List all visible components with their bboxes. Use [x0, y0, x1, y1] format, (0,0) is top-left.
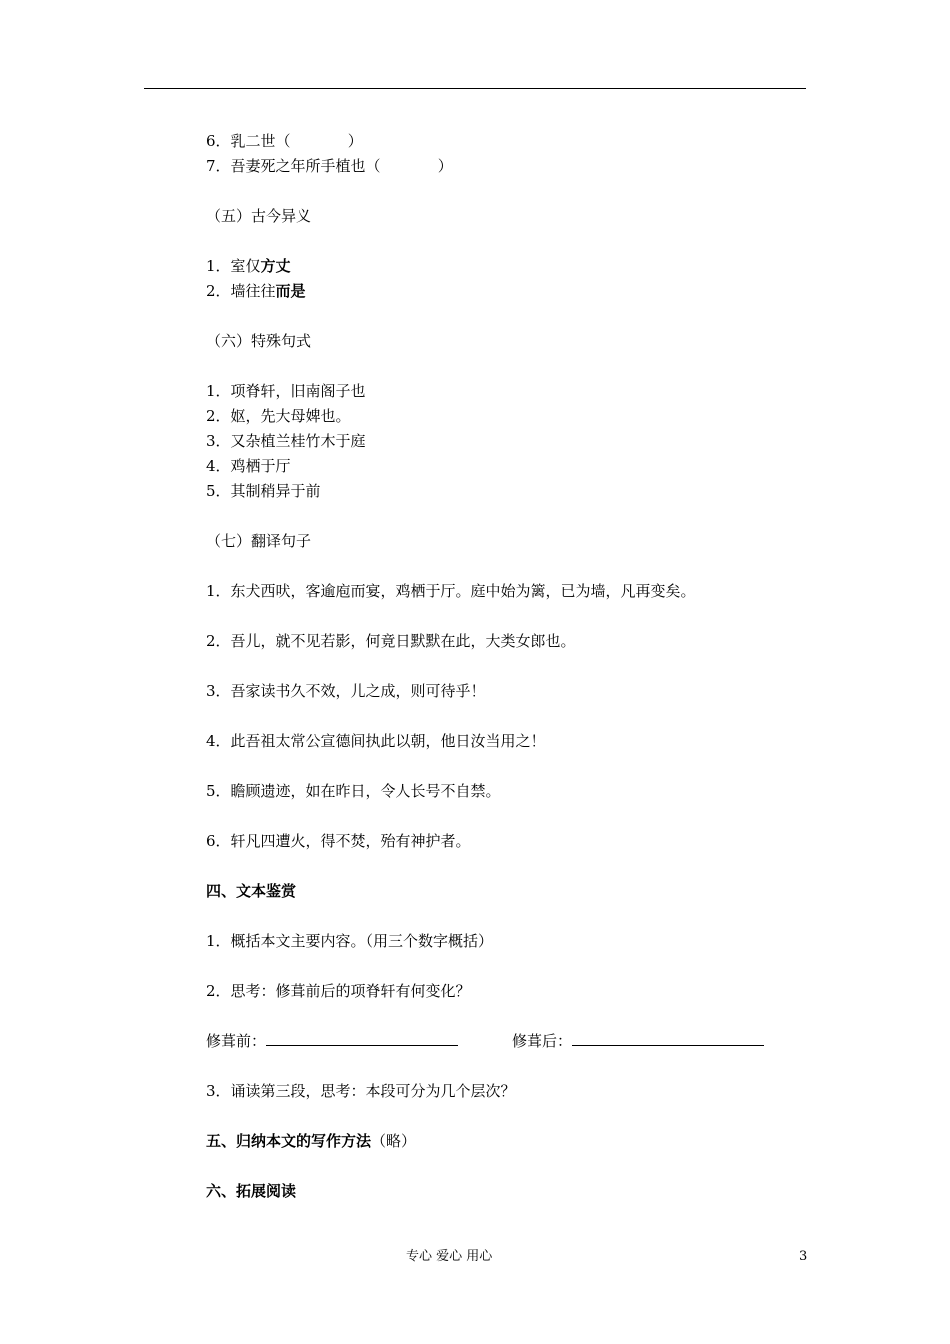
section-title-5: （五）古今异义: [206, 207, 312, 225]
archaic-meaning-item-2: [206, 281, 306, 301]
exercise-item-7: 7．吾妻死之年所手植也（ ）: [206, 157, 453, 175]
section-title-6: （六）特殊句式: [206, 332, 312, 350]
after-answer-blank[interactable]: [572, 1031, 764, 1046]
sentence-pattern-item-3: 3．又杂植兰桂竹木于庭: [206, 432, 366, 450]
after-field: [512, 1031, 764, 1051]
heading-note: （略）: [371, 1132, 417, 1150]
archaic-meaning-item-1: [206, 256, 291, 276]
heading-writing-method: [206, 1131, 416, 1151]
item-text: 2．墙往往: [206, 282, 276, 300]
question-2: 2．思考：修葺前后的项脊轩有何变化？: [206, 982, 471, 1000]
page-number: 3: [799, 1249, 808, 1264]
heading-text-appreciation: 四、文本鉴赏: [206, 882, 297, 900]
sentence-pattern-item-1: 1．项脊轩，旧南阁子也: [206, 382, 366, 400]
heading-text: 五、归纳本文的写作方法: [206, 1132, 372, 1150]
after-label: 修葺后：: [512, 1032, 573, 1050]
before-label: 修葺前：: [206, 1032, 267, 1050]
header-rule: [144, 88, 806, 89]
item-keyword: 方丈: [260, 257, 291, 275]
translation-item-4: 4．此吾祖太常公宣德间执此以朝，他日汝当用之！: [206, 732, 546, 750]
translation-item-3: 3．吾家读书久不效，儿之成，则可待乎！: [206, 682, 486, 700]
question-3: 3．诵读第三段，思考：本段可分为几个层次？: [206, 1082, 516, 1100]
sentence-pattern-item-5: 5．其制稍异于前: [206, 482, 321, 500]
translation-item-1: 1．东犬西吠，客逾庖而宴，鸡栖于厅。庭中始为篱，已为墙，凡再变矣。: [206, 582, 696, 600]
before-answer-blank[interactable]: [266, 1031, 458, 1046]
sentence-pattern-item-2: 2．妪，先大母婢也。: [206, 407, 351, 425]
translation-item-5: 5．瞻顾遗迹，如在昨日，令人长号不自禁。: [206, 782, 501, 800]
exercise-item-6: 6．乳二世（ ）: [206, 132, 363, 150]
item-text: 1．室仅: [206, 257, 261, 275]
item-keyword: 而是: [275, 282, 306, 300]
before-field: [206, 1031, 458, 1051]
translation-item-2: 2．吾儿，就不见若影，何竟日默默在此，大类女郎也。: [206, 632, 576, 650]
question-1: 1．概括本文主要内容。（用三个数字概括）: [206, 932, 494, 950]
sentence-pattern-item-4: 4．鸡栖于厅: [206, 457, 291, 475]
heading-extended-reading: 六、拓展阅读: [206, 1182, 297, 1200]
section-title-7: （七）翻译句子: [206, 532, 312, 550]
footer-motto: 专心 爱心 用心: [406, 1249, 493, 1264]
translation-item-6: 6．轩凡四遭火，得不焚，殆有神护者。: [206, 832, 471, 850]
